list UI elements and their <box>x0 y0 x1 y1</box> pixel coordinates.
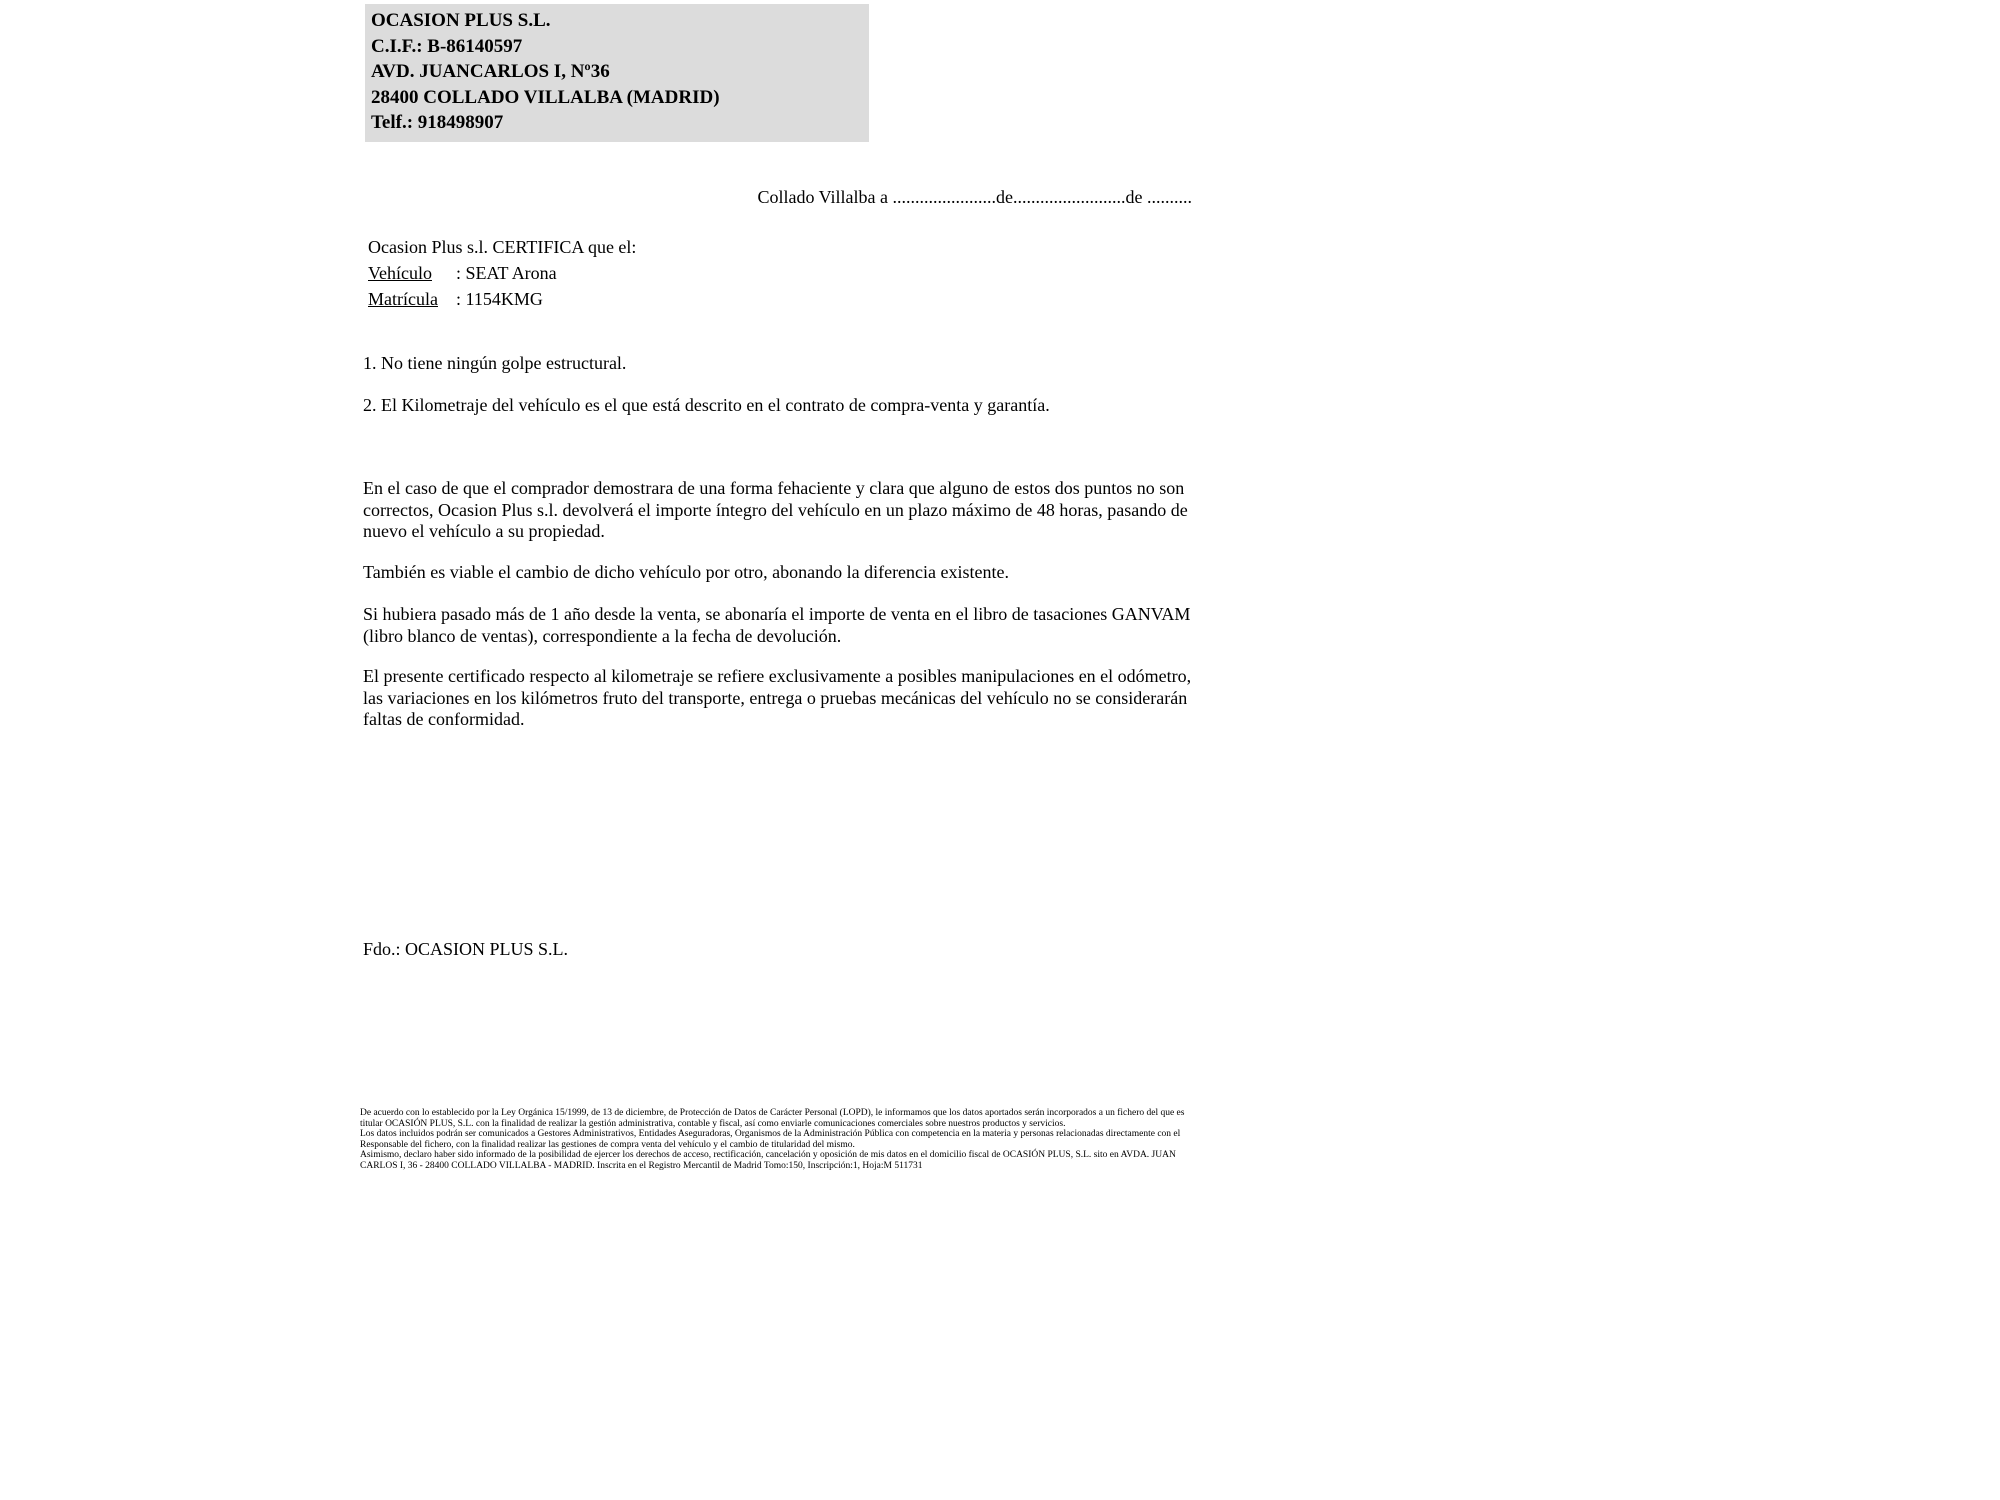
paragraph-ganvam: Si hubiera pasado más de 1 año desde la venta, se abonaría el importe de venta en el libro de tasaciones GANVAM (libro blanco de ventas), correspondiente a la fecha de devolución. <box>363 604 1191 646</box>
plate-label: Matrícula <box>368 289 438 309</box>
company-cif: C.I.F.: B-86140597 <box>371 35 523 57</box>
vehicle-label: Vehículo <box>368 263 432 283</box>
paragraph-exchange: También es viable el cambio de dicho vehículo por otro, abonando la diferencia existente. <box>363 562 1010 582</box>
paragraph-refund: En el caso de que el comprador demostrara de una forma fehaciente y clara que alguno de estos dos puntos no son correctos, Ocasion Plus s.l. devolverá el importe íntegro del vehículo en un plazo máximo de 48 horas, pasando de nuevo el vehículo a su propiedad. <box>363 478 1188 542</box>
company-phone: Telf.: 918498907 <box>371 112 504 133</box>
point-2: 2. El Kilometraje del vehículo es el que está descrito en el contrato de compra-venta y garantía. <box>363 395 1050 415</box>
plate-value: : 1154KMG <box>456 289 543 309</box>
point-1: 1. No tiene ningún golpe estructural. <box>363 353 627 373</box>
vehicle-line <box>368 260 636 286</box>
company-header-box <box>365 4 869 142</box>
certification-block <box>368 234 636 312</box>
signature-line: Fdo.: OCASION PLUS S.L. <box>363 939 569 959</box>
company-address: AVD. JUANCARLOS I, Nº36 <box>371 61 610 82</box>
legal-footer-paragraph-1: De acuerdo con lo establecido por la Ley Orgánica 15/1999, de 13 de diciembre, de Protección de Datos de Carácter Personal (LOPD), le informamos que los datos aportados serán incorporados a un fichero del que es titular OCASIÓN PLUS, S.L. con la finalidad de realizar la gestión administrativa, contable y fiscal, así como enviarle comunicaciones comerciales sobre nuestros productos y servicios. <box>360 1108 1185 1129</box>
legal-footer <box>360 1108 1203 1172</box>
plate-line <box>368 286 636 312</box>
company-name: OCASION PLUS S.L. <box>371 10 551 31</box>
legal-footer-paragraph-2: Los datos incluidos podrán ser comunicados a Gestores Administrativos, Entidades Aseguradoras, Organismos de la Administración Pública con competencia en la materia y personas relacionadas directamente con el Responsable del fichero, con la finalidad realizar las gestiones de compra venta del vehículo y el cambio de titularidad del mismo. <box>360 1129 1181 1150</box>
vehicle-value: : SEAT Arona <box>456 263 557 283</box>
company-city: 28400 COLLADO VILLALBA (MADRID) <box>371 86 720 108</box>
certifies-line: Ocasion Plus s.l. CERTIFICA que el: <box>368 237 637 257</box>
legal-footer-paragraph-3: Asimismo, declaro haber sido informado de la posibilidad de ejercer los derechos de acceso, rectificación, cancelación y oposición de mis datos en el domicilio fiscal de OCASIÓN PLUS, S.L. sito en AVDA. JUAN CARLOS I, 36 - 28400 COLLADO VILLALBA - MADRID. Inscrita en el Registro Mercantil de Madrid Tomo:150, Inscripción:1, Hoja:M 511731 <box>360 1150 1176 1171</box>
paragraph-odometer: El presente certificado respecto al kilometraje se refiere exclusivamente a posibles manipulaciones en el odómetro, las variaciones en los kilómetros fruto del transporte, entrega o pruebas mecánicas del vehículo no se considerarán faltas de conformidad. <box>363 666 1192 730</box>
date-line: Collado Villalba a .......................de.........................de .......... <box>757 187 1192 207</box>
